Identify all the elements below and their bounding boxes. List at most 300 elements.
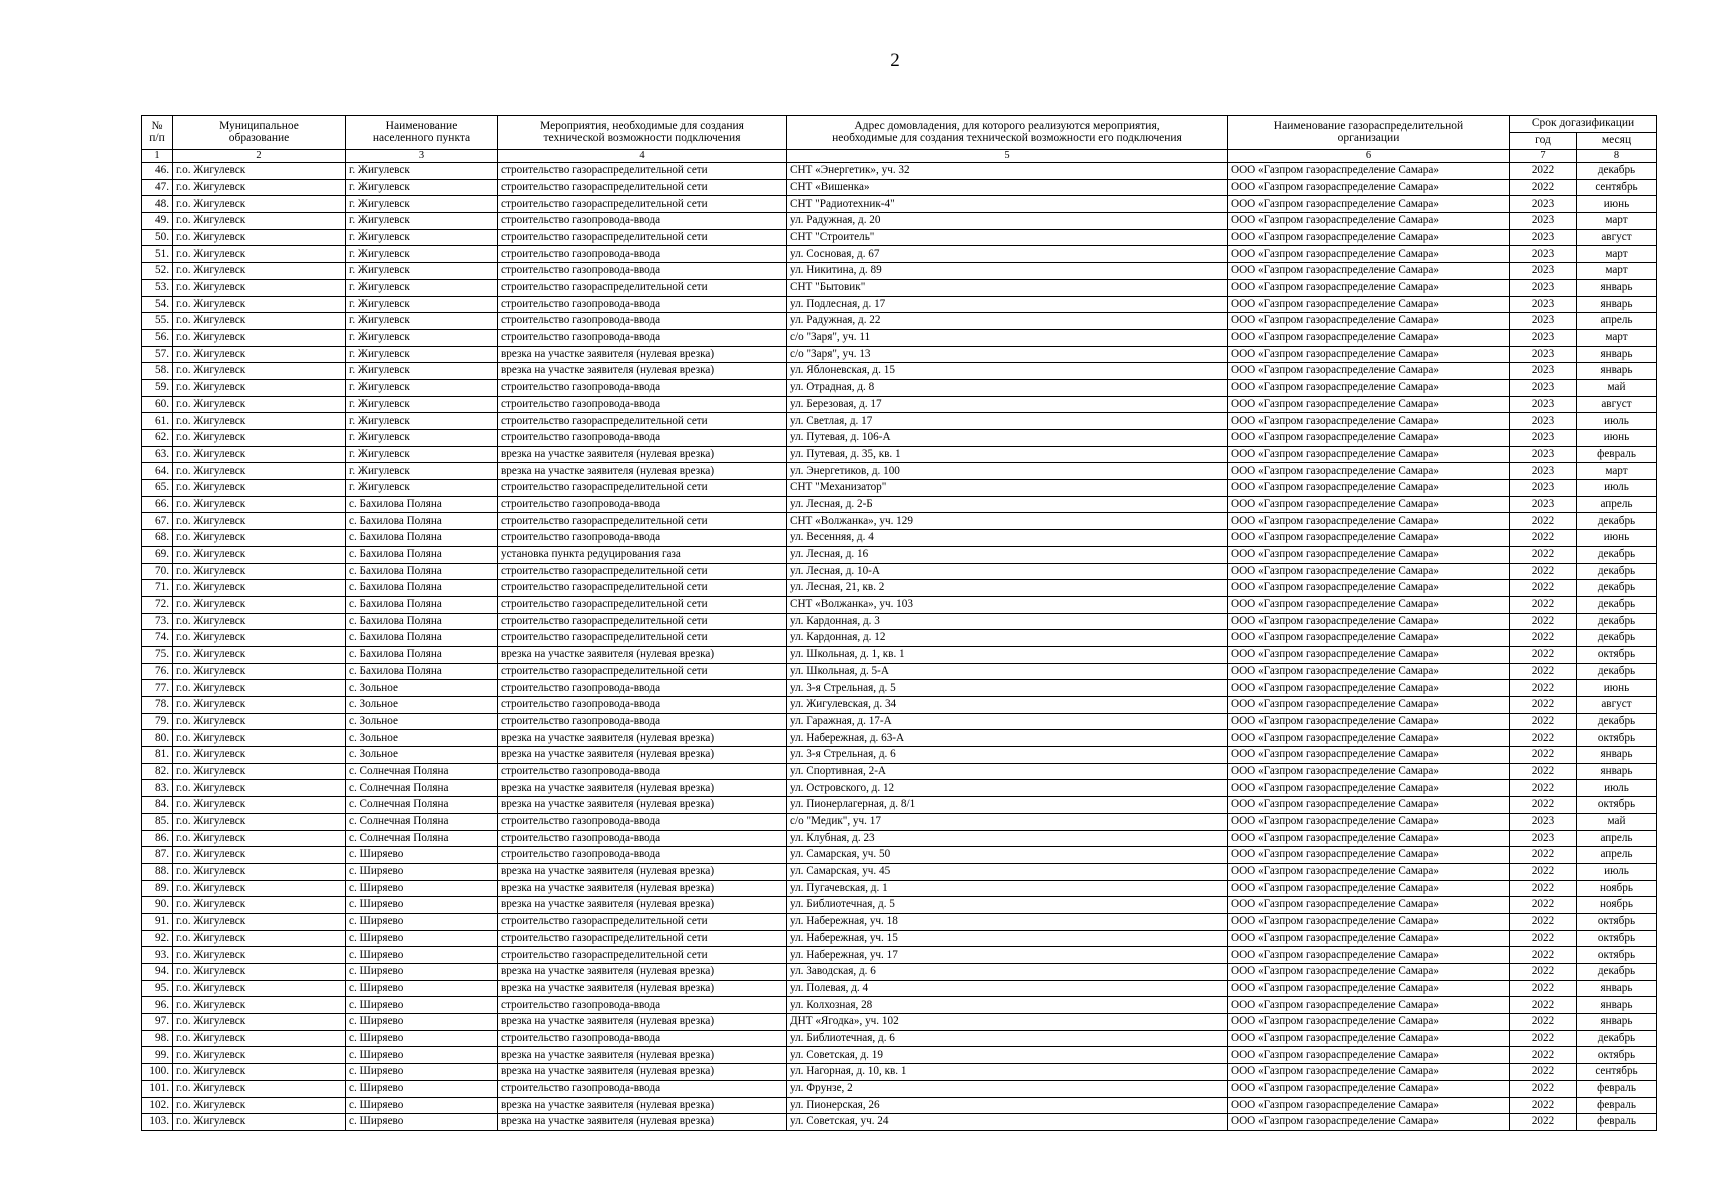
cell-number: 76. — [142, 663, 173, 680]
table-row — [142, 279, 1657, 296]
cell-municipality: г.о. Жигулевск — [173, 913, 346, 930]
cell-organization: ООО «Газпром газораспределение Самара» — [1228, 446, 1510, 463]
column-index: 6 — [1228, 150, 1510, 163]
table-row — [142, 396, 1657, 413]
cell-number: 48. — [142, 196, 173, 213]
cell-municipality: г.о. Жигулевск — [173, 813, 346, 830]
cell-number: 83. — [142, 780, 173, 797]
header-address-line1: Адрес домовладения, для которого реализуются мероприятия, — [854, 120, 1160, 132]
cell-measure: врезка на участке заявителя (нулевая врезка) — [498, 1047, 787, 1064]
cell-address: ул. Лесная, 21, кв. 2 — [787, 580, 1228, 597]
cell-organization: ООО «Газпром газораспределение Самара» — [1228, 413, 1510, 430]
table-row — [142, 713, 1657, 730]
table-row — [142, 413, 1657, 430]
cell-organization: ООО «Газпром газораспределение Самара» — [1228, 997, 1510, 1014]
table-row — [142, 513, 1657, 530]
cell-municipality: г.о. Жигулевск — [173, 730, 346, 747]
cell-year: 2023 — [1510, 246, 1577, 263]
cell-number: 95. — [142, 980, 173, 997]
cell-settlement: г. Жигулевск — [346, 363, 498, 380]
cell-month: март — [1577, 213, 1657, 230]
cell-settlement: с. Солнечная Поляна — [346, 830, 498, 847]
cell-municipality: г.о. Жигулевск — [173, 313, 346, 330]
cell-measure: строительство газораспределительной сети — [498, 179, 787, 196]
cell-measure: строительство газопровода-ввода — [498, 997, 787, 1014]
cell-municipality: г.о. Жигулевск — [173, 546, 346, 563]
cell-organization: ООО «Газпром газораспределение Самара» — [1228, 964, 1510, 981]
cell-year: 2022 — [1510, 1030, 1577, 1047]
cell-month: сентябрь — [1577, 1064, 1657, 1081]
cell-measure: строительство газопровода-ввода — [498, 379, 787, 396]
cell-year: 2022 — [1510, 964, 1577, 981]
cell-year: 2023 — [1510, 263, 1577, 280]
table-row — [142, 980, 1657, 997]
cell-measure: врезка на участке заявителя (нулевая врезка) — [498, 863, 787, 880]
cell-address: СНТ "Радиотехник-4" — [787, 196, 1228, 213]
cell-organization: ООО «Газпром газораспределение Самара» — [1228, 179, 1510, 196]
table-row — [142, 964, 1657, 981]
cell-measure: строительство газораспределительной сети — [498, 913, 787, 930]
cell-municipality: г.о. Жигулевск — [173, 296, 346, 313]
cell-organization: ООО «Газпром газораспределение Самара» — [1228, 830, 1510, 847]
cell-address: ул. Набережная, уч. 17 — [787, 947, 1228, 964]
cell-settlement: с. Ширяево — [346, 1014, 498, 1031]
cell-settlement: с. Солнечная Поляна — [346, 797, 498, 814]
cell-measure: строительство газораспределительной сети — [498, 580, 787, 597]
cell-settlement: г. Жигулевск — [346, 246, 498, 263]
cell-municipality: г.о. Жигулевск — [173, 1114, 346, 1131]
cell-organization: ООО «Газпром газораспределение Самара» — [1228, 713, 1510, 730]
table-row — [142, 1014, 1657, 1031]
cell-measure: строительство газопровода-ввода — [498, 830, 787, 847]
cell-month: октябрь — [1577, 797, 1657, 814]
cell-month: апрель — [1577, 830, 1657, 847]
cell-organization: ООО «Газпром газораспределение Самара» — [1228, 229, 1510, 246]
cell-measure: строительство газораспределительной сети — [498, 596, 787, 613]
cell-number: 89. — [142, 880, 173, 897]
cell-address: ул. Клубная, д. 23 — [787, 830, 1228, 847]
cell-measure: врезка на участке заявителя (нулевая врезка) — [498, 1014, 787, 1031]
table-row — [142, 313, 1657, 330]
cell-organization: ООО «Газпром газораспределение Самара» — [1228, 513, 1510, 530]
cell-month: апрель — [1577, 313, 1657, 330]
cell-year: 2023 — [1510, 279, 1577, 296]
cell-settlement: г. Жигулевск — [346, 229, 498, 246]
cell-organization: ООО «Газпром газораспределение Самара» — [1228, 213, 1510, 230]
cell-month: февраль — [1577, 1097, 1657, 1114]
cell-number: 71. — [142, 580, 173, 597]
cell-address: ул. Путевая, д. 35, кв. 1 — [787, 446, 1228, 463]
cell-number: 64. — [142, 463, 173, 480]
cell-organization: ООО «Газпром газораспределение Самара» — [1228, 480, 1510, 497]
cell-settlement: г. Жигулевск — [346, 430, 498, 447]
cell-number: 93. — [142, 947, 173, 964]
table-row — [142, 580, 1657, 597]
cell-settlement: с. Ширяево — [346, 997, 498, 1014]
cell-settlement: с. Ширяево — [346, 947, 498, 964]
cell-year: 2023 — [1510, 496, 1577, 513]
cell-month: август — [1577, 697, 1657, 714]
table-row — [142, 613, 1657, 630]
cell-month: февраль — [1577, 1114, 1657, 1131]
cell-settlement: г. Жигулевск — [346, 480, 498, 497]
table-row — [142, 563, 1657, 580]
cell-address: ул. Библиотечная, д. 5 — [787, 897, 1228, 914]
cell-organization: ООО «Газпром газораспределение Самара» — [1228, 646, 1510, 663]
cell-address: ул. Пугачевская, д. 1 — [787, 880, 1228, 897]
column-index: 7 — [1510, 150, 1577, 163]
cell-year: 2022 — [1510, 513, 1577, 530]
cell-number: 54. — [142, 296, 173, 313]
cell-month: июль — [1577, 863, 1657, 880]
cell-measure: строительство газопровода-ввода — [498, 296, 787, 313]
cell-month: июнь — [1577, 196, 1657, 213]
cell-month: январь — [1577, 1014, 1657, 1031]
cell-address: ул. Лесная, д. 2-Б — [787, 496, 1228, 513]
cell-address: с/о "Медик", уч. 17 — [787, 813, 1228, 830]
cell-address: ул. Набережная, д. 63-А — [787, 730, 1228, 747]
cell-address: ул. Набережная, уч. 15 — [787, 930, 1228, 947]
cell-number: 82. — [142, 763, 173, 780]
cell-year: 2022 — [1510, 580, 1577, 597]
cell-organization: ООО «Газпром газораспределение Самара» — [1228, 813, 1510, 830]
cell-municipality: г.о. Жигулевск — [173, 196, 346, 213]
cell-organization: ООО «Газпром газораспределение Самара» — [1228, 596, 1510, 613]
cell-measure: строительство газораспределительной сети — [498, 196, 787, 213]
cell-address: СНТ "Строитель" — [787, 229, 1228, 246]
cell-year: 2022 — [1510, 730, 1577, 747]
cell-organization: ООО «Газпром газораспределение Самара» — [1228, 930, 1510, 947]
cell-address: ул. Пионерлагерная, д. 8/1 — [787, 797, 1228, 814]
cell-municipality: г.о. Жигулевск — [173, 1064, 346, 1081]
cell-address: ул. Никитина, д. 89 — [787, 263, 1228, 280]
table-row — [142, 830, 1657, 847]
header-measures-line2: технической возможности подключения — [543, 131, 741, 144]
header-settlement-line1: Наименование — [385, 120, 458, 132]
cell-municipality: г.о. Жигулевск — [173, 713, 346, 730]
cell-address: ул. Школьная, д. 5-А — [787, 663, 1228, 680]
table-row — [142, 663, 1657, 680]
cell-month: апрель — [1577, 496, 1657, 513]
cell-month: март — [1577, 463, 1657, 480]
table-row — [142, 196, 1657, 213]
table-row — [142, 997, 1657, 1014]
cell-organization: ООО «Газпром газораспределение Самара» — [1228, 630, 1510, 647]
cell-settlement: г. Жигулевск — [346, 463, 498, 480]
cell-settlement: с. Бахилова Поляна — [346, 646, 498, 663]
column-index: 4 — [498, 150, 787, 163]
cell-measure: строительство газораспределительной сети — [498, 930, 787, 947]
table-row — [142, 1080, 1657, 1097]
cell-measure: строительство газопровода-ввода — [498, 813, 787, 830]
cell-number: 99. — [142, 1047, 173, 1064]
cell-number: 60. — [142, 396, 173, 413]
cell-organization: ООО «Газпром газораспределение Самара» — [1228, 163, 1510, 180]
cell-month: октябрь — [1577, 1047, 1657, 1064]
table-row — [142, 296, 1657, 313]
cell-settlement: с. Солнечная Поляна — [346, 763, 498, 780]
cell-settlement: г. Жигулевск — [346, 346, 498, 363]
table-row — [142, 1114, 1657, 1131]
cell-year: 2023 — [1510, 396, 1577, 413]
header-year: год — [1510, 133, 1577, 150]
cell-month: декабрь — [1577, 513, 1657, 530]
table-row — [142, 596, 1657, 613]
cell-address: ул. Фрунзе, 2 — [787, 1080, 1228, 1097]
cell-number: 63. — [142, 446, 173, 463]
cell-measure: врезка на участке заявителя (нулевая врезка) — [498, 747, 787, 764]
cell-municipality: г.о. Жигулевск — [173, 463, 346, 480]
cell-month: январь — [1577, 997, 1657, 1014]
cell-settlement: с. Бахилова Поляна — [346, 563, 498, 580]
cell-year: 2022 — [1510, 797, 1577, 814]
cell-measure: врезка на участке заявителя (нулевая врезка) — [498, 897, 787, 914]
cell-settlement: г. Жигулевск — [346, 379, 498, 396]
cell-month: декабрь — [1577, 163, 1657, 180]
cell-month: август — [1577, 229, 1657, 246]
cell-municipality: г.о. Жигулевск — [173, 596, 346, 613]
cell-settlement: с. Зольное — [346, 697, 498, 714]
cell-number: 56. — [142, 329, 173, 346]
cell-month: июль — [1577, 780, 1657, 797]
table-row — [142, 863, 1657, 880]
table-row — [142, 229, 1657, 246]
cell-municipality: г.о. Жигулевск — [173, 563, 346, 580]
cell-settlement: с. Ширяево — [346, 1097, 498, 1114]
cell-organization: ООО «Газпром газораспределение Самара» — [1228, 797, 1510, 814]
cell-month: январь — [1577, 363, 1657, 380]
cell-month: июль — [1577, 413, 1657, 430]
cell-year: 2022 — [1510, 1097, 1577, 1114]
cell-number: 70. — [142, 563, 173, 580]
cell-address: ул. Заводская, д. 6 — [787, 964, 1228, 981]
cell-address: ул. Гаражная, д. 17-А — [787, 713, 1228, 730]
cell-month: декабрь — [1577, 1030, 1657, 1047]
cell-year: 2022 — [1510, 646, 1577, 663]
cell-municipality: г.о. Жигулевск — [173, 279, 346, 296]
cell-month: декабрь — [1577, 613, 1657, 630]
cell-organization: ООО «Газпром газораспределение Самара» — [1228, 363, 1510, 380]
cell-municipality: г.о. Жигулевск — [173, 947, 346, 964]
table-row — [142, 646, 1657, 663]
cell-measure: строительство газораспределительной сети — [498, 613, 787, 630]
table-row — [142, 480, 1657, 497]
cell-address: ул. Колхозная, 28 — [787, 997, 1228, 1014]
cell-number: 47. — [142, 179, 173, 196]
cell-year: 2023 — [1510, 830, 1577, 847]
cell-month: октябрь — [1577, 913, 1657, 930]
cell-settlement: с. Ширяево — [346, 1064, 498, 1081]
table-row — [142, 430, 1657, 447]
cell-measure: строительство газопровода-ввода — [498, 713, 787, 730]
table-row — [142, 630, 1657, 647]
cell-settlement: г. Жигулевск — [346, 313, 498, 330]
cell-municipality: г.о. Жигулевск — [173, 763, 346, 780]
cell-settlement: г. Жигулевск — [346, 446, 498, 463]
cell-address: ул. Радужная, д. 20 — [787, 213, 1228, 230]
cell-measure: врезка на участке заявителя (нулевая врезка) — [498, 446, 787, 463]
cell-measure: строительство газопровода-ввода — [498, 763, 787, 780]
cell-measure: врезка на участке заявителя (нулевая врезка) — [498, 363, 787, 380]
cell-settlement: с. Солнечная Поляна — [346, 780, 498, 797]
cell-number: 73. — [142, 613, 173, 630]
cell-number: 81. — [142, 747, 173, 764]
cell-month: январь — [1577, 980, 1657, 997]
cell-municipality: г.о. Жигулевск — [173, 863, 346, 880]
cell-measure: строительство газопровода-ввода — [498, 263, 787, 280]
cell-month: март — [1577, 263, 1657, 280]
cell-address: ул. Отрадная, д. 8 — [787, 379, 1228, 396]
cell-settlement: с. Солнечная Поляна — [346, 813, 498, 830]
cell-municipality: г.о. Жигулевск — [173, 997, 346, 1014]
cell-measure: строительство газораспределительной сети — [498, 163, 787, 180]
cell-address: СНТ "Механизатор" — [787, 480, 1228, 497]
cell-municipality: г.о. Жигулевск — [173, 646, 346, 663]
cell-year: 2022 — [1510, 847, 1577, 864]
cell-organization: ООО «Газпром газораспределение Самара» — [1228, 747, 1510, 764]
cell-year: 2022 — [1510, 863, 1577, 880]
cell-measure: строительство газораспределительной сети — [498, 229, 787, 246]
cell-settlement: с. Ширяево — [346, 1047, 498, 1064]
cell-organization: ООО «Газпром газораспределение Самара» — [1228, 663, 1510, 680]
cell-address: ул. Нагорная, д. 10, кв. 1 — [787, 1064, 1228, 1081]
cell-month: декабрь — [1577, 964, 1657, 981]
cell-year: 2023 — [1510, 296, 1577, 313]
cell-settlement: с. Бахилова Поляна — [346, 580, 498, 597]
cell-organization: ООО «Газпром газораспределение Самара» — [1228, 880, 1510, 897]
cell-municipality: г.о. Жигулевск — [173, 246, 346, 263]
cell-number: 58. — [142, 363, 173, 380]
cell-municipality: г.о. Жигулевск — [173, 263, 346, 280]
cell-year: 2022 — [1510, 1047, 1577, 1064]
table-row — [142, 463, 1657, 480]
cell-number: 61. — [142, 413, 173, 430]
cell-settlement: г. Жигулевск — [346, 396, 498, 413]
cell-measure: врезка на участке заявителя (нулевая врезка) — [498, 797, 787, 814]
cell-number: 98. — [142, 1030, 173, 1047]
cell-month: май — [1577, 813, 1657, 830]
cell-municipality: г.о. Жигулевск — [173, 630, 346, 647]
cell-organization: ООО «Газпром газораспределение Самара» — [1228, 697, 1510, 714]
header-number-line2: п/п — [149, 131, 165, 144]
cell-organization: ООО «Газпром газораспределение Самара» — [1228, 847, 1510, 864]
cell-municipality: г.о. Жигулевск — [173, 580, 346, 597]
cell-month: декабрь — [1577, 713, 1657, 730]
table-row — [142, 213, 1657, 230]
cell-address: СНТ «Волжанка», уч. 103 — [787, 596, 1228, 613]
cell-municipality: г.о. Жигулевск — [173, 213, 346, 230]
cell-municipality: г.о. Жигулевск — [173, 663, 346, 680]
cell-month: декабрь — [1577, 596, 1657, 613]
cell-year: 2022 — [1510, 613, 1577, 630]
table-row — [142, 730, 1657, 747]
cell-year: 2022 — [1510, 1080, 1577, 1097]
cell-number: 57. — [142, 346, 173, 363]
cell-year: 2022 — [1510, 680, 1577, 697]
header-number — [142, 116, 173, 150]
cell-municipality: г.о. Жигулевск — [173, 346, 346, 363]
cell-month: декабрь — [1577, 630, 1657, 647]
cell-month: июнь — [1577, 430, 1657, 447]
cell-month: ноябрь — [1577, 897, 1657, 914]
cell-year: 2022 — [1510, 697, 1577, 714]
cell-settlement: с. Бахилова Поляна — [346, 596, 498, 613]
cell-year: 2022 — [1510, 563, 1577, 580]
cell-year: 2022 — [1510, 1114, 1577, 1131]
table-row — [142, 546, 1657, 563]
table-row — [142, 697, 1657, 714]
header-municipality — [173, 116, 346, 150]
cell-organization: ООО «Газпром газораспределение Самара» — [1228, 196, 1510, 213]
cell-measure: строительство газопровода-ввода — [498, 496, 787, 513]
cell-address: ул. Путевая, д. 106-А — [787, 430, 1228, 447]
header-settlement-line2: населенного пункта — [372, 131, 471, 144]
cell-month: сентябрь — [1577, 179, 1657, 196]
cell-municipality: г.о. Жигулевск — [173, 847, 346, 864]
cell-address: СНТ "Бытовик" — [787, 279, 1228, 296]
gasification-table — [141, 115, 1657, 1131]
cell-month: февраль — [1577, 446, 1657, 463]
table-body — [142, 163, 1657, 1131]
cell-municipality: г.о. Жигулевск — [173, 880, 346, 897]
cell-organization: ООО «Газпром газораспределение Самара» — [1228, 913, 1510, 930]
cell-number: 96. — [142, 997, 173, 1014]
cell-year: 2022 — [1510, 596, 1577, 613]
cell-municipality: г.о. Жигулевск — [173, 179, 346, 196]
cell-municipality: г.о. Жигулевск — [173, 980, 346, 997]
cell-settlement: с. Зольное — [346, 713, 498, 730]
cell-organization: ООО «Газпром газораспределение Самара» — [1228, 1014, 1510, 1031]
table-row — [142, 379, 1657, 396]
cell-municipality: г.о. Жигулевск — [173, 513, 346, 530]
cell-address: ул. Самарская, уч. 45 — [787, 863, 1228, 880]
cell-month: октябрь — [1577, 930, 1657, 947]
cell-year: 2022 — [1510, 930, 1577, 947]
cell-measure: врезка на участке заявителя (нулевая врезка) — [498, 346, 787, 363]
cell-organization: ООО «Газпром газораспределение Самара» — [1228, 546, 1510, 563]
cell-settlement: с. Бахилова Поляна — [346, 546, 498, 563]
cell-address: ул. Лесная, д. 10-А — [787, 563, 1228, 580]
table-row — [142, 947, 1657, 964]
cell-year: 2023 — [1510, 430, 1577, 447]
cell-municipality: г.о. Жигулевск — [173, 430, 346, 447]
cell-measure: врезка на участке заявителя (нулевая врезка) — [498, 1064, 787, 1081]
cell-measure: строительство газораспределительной сети — [498, 630, 787, 647]
cell-measure: строительство газораспределительной сети — [498, 563, 787, 580]
cell-organization: ООО «Газпром газораспределение Самара» — [1228, 1114, 1510, 1131]
cell-settlement: г. Жигулевск — [346, 213, 498, 230]
cell-month: декабрь — [1577, 563, 1657, 580]
table-row — [142, 329, 1657, 346]
cell-year: 2022 — [1510, 663, 1577, 680]
cell-organization: ООО «Газпром газораспределение Самара» — [1228, 463, 1510, 480]
table-row — [142, 163, 1657, 180]
cell-measure: строительство газопровода-ввода — [498, 847, 787, 864]
cell-address: ул. Энергетиков, д. 100 — [787, 463, 1228, 480]
header-municipality-line1: Муниципальное — [219, 120, 299, 132]
cell-address: с/о "Заря", уч. 13 — [787, 346, 1228, 363]
cell-settlement: с. Бахилова Поляна — [346, 513, 498, 530]
cell-measure: строительство газораспределительной сети — [498, 663, 787, 680]
cell-municipality: г.о. Жигулевск — [173, 496, 346, 513]
cell-number: 62. — [142, 430, 173, 447]
cell-address: ул. Радужная, д. 22 — [787, 313, 1228, 330]
cell-year: 2023 — [1510, 446, 1577, 463]
cell-municipality: г.о. Жигулевск — [173, 930, 346, 947]
cell-organization: ООО «Газпром газораспределение Самара» — [1228, 980, 1510, 997]
cell-address: ул. Пионерская, 26 — [787, 1097, 1228, 1114]
cell-number: 102. — [142, 1097, 173, 1114]
